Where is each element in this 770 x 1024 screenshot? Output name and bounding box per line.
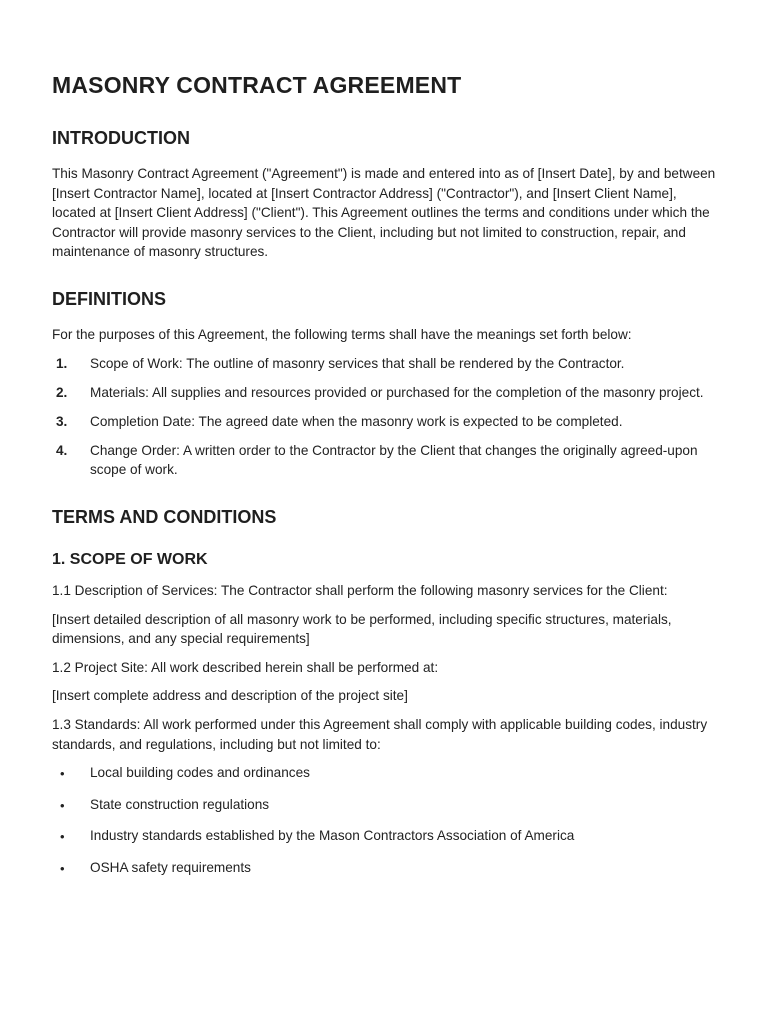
list-item — [52, 441, 718, 480]
list-item-text: Change Order: A written order to the Contractor by the Client that changes the originally agreed-upon scope of work. — [90, 442, 698, 478]
list-item — [52, 763, 718, 785]
list-item — [52, 412, 718, 432]
project-site-placeholder: [Insert complete address and description of the project site] — [52, 688, 408, 704]
terms-heading: TERMS AND CONDITIONS — [52, 507, 277, 528]
introduction-heading: INTRODUCTION — [52, 128, 190, 148]
document-title: MASONRY CONTRACT AGREEMENT — [52, 72, 462, 98]
standards-list — [52, 763, 718, 880]
bullet-icon: • — [60, 766, 65, 782]
description-of-services: 1.1 Description of Services: The Contractor shall perform the following masonry services for the Client: — [52, 583, 668, 599]
list-item — [52, 826, 718, 848]
list-number: 1. — [56, 355, 68, 371]
definitions-intro: For the purposes of this Agreement, the following terms shall have the meanings set forth below: — [52, 326, 632, 342]
list-number: 3. — [56, 413, 68, 429]
list-item — [52, 858, 718, 880]
list-item — [52, 383, 718, 403]
list-item-text: Scope of Work: The outline of masonry services that shall be rendered by the Contractor. — [90, 355, 625, 371]
list-item-text: Industry standards established by the Mason Contractors Association of America — [90, 828, 575, 844]
list-item — [52, 795, 718, 817]
bullet-icon: • — [60, 797, 65, 813]
services-placeholder: [Insert detailed description of all masonry work to be performed, including specific structures, materials, dimensions, and any special requirements] — [52, 611, 672, 647]
bullet-icon: • — [60, 829, 65, 845]
scope-of-work-heading: 1. SCOPE OF WORK — [52, 551, 208, 569]
list-item-text: State construction regulations — [90, 796, 270, 812]
introduction-paragraph: This Masonry Contract Agreement ("Agreement") is made and entered into as of [Insert Date], by and between [Insert Contractor Name], located at [Insert Contractor Address] ("Contractor"), and [Insert Client Name], located at [Insert Client Address] ("Client"). This Agreement outlines the terms and conditions under which the Contractor will provide masonry services to the Client, including but not limited to construction, repair, and maintenance of masonry structures. — [52, 166, 716, 260]
definitions-heading: DEFINITIONS — [52, 288, 167, 309]
project-site: 1.2 Project Site: All work described herein shall be performed at: — [52, 659, 439, 675]
list-item-text: Completion Date: The agreed date when the masonry work is expected to be completed. — [90, 413, 623, 429]
list-number: 4. — [56, 442, 68, 458]
list-item-text: Materials: All supplies and resources provided or purchased for the completion of the masonry project. — [90, 384, 704, 400]
definitions-list — [52, 354, 718, 480]
standards-paragraph: 1.3 Standards: All work performed under this Agreement shall comply with applicable building codes, industry standards, and regulations, including but not limited to: — [52, 717, 708, 752]
bullet-icon: • — [60, 860, 65, 876]
list-item — [52, 354, 718, 374]
list-item-text: OSHA safety requirements — [90, 859, 251, 875]
list-number: 2. — [56, 384, 68, 400]
list-item-text: Local building codes and ordinances — [90, 765, 310, 781]
